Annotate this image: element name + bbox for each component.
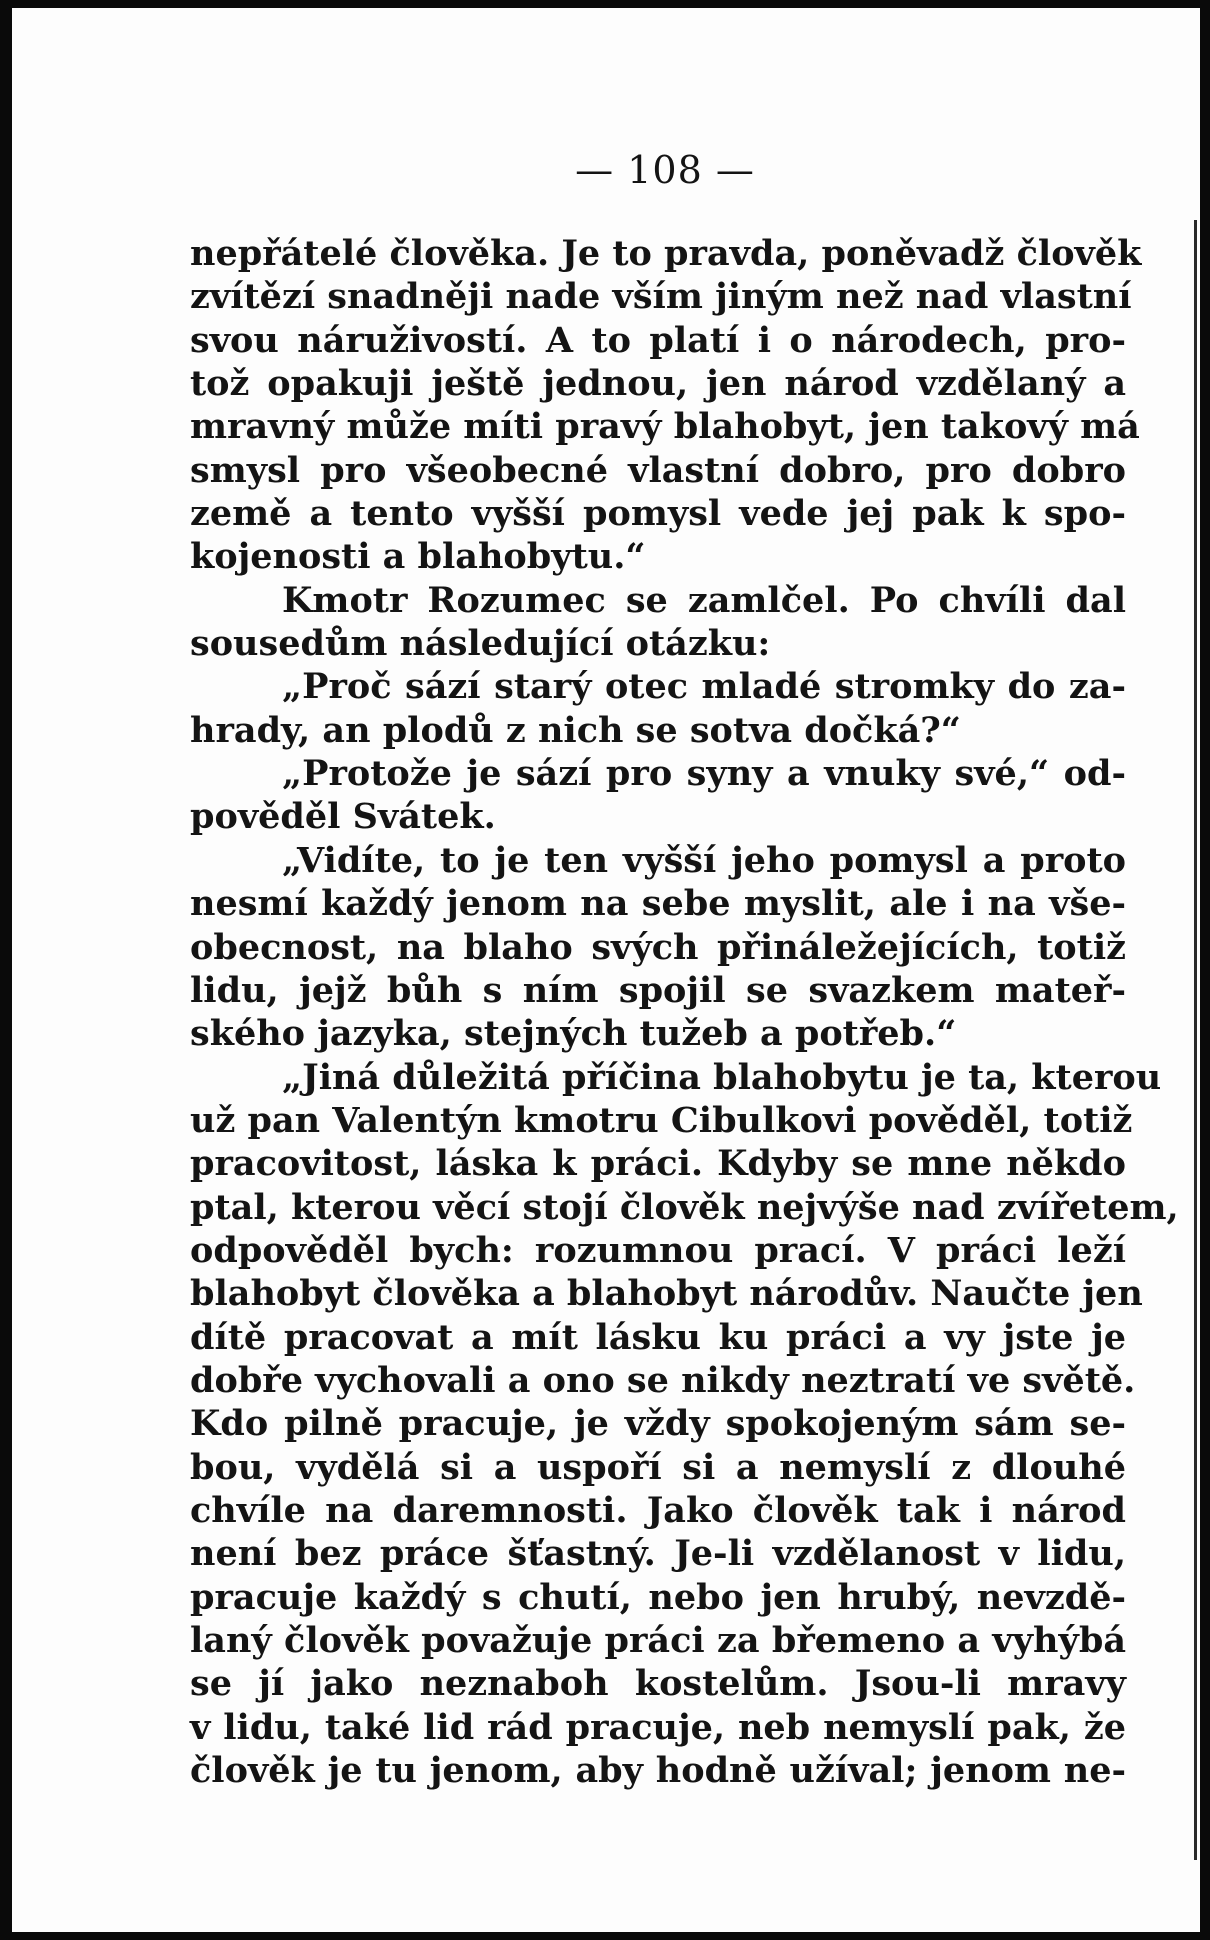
body-text [190, 232, 1179, 1792]
text-line: dobře vychovali a ono se nikdy neztratí ve světě. [190, 1359, 1136, 1401]
text-line: Kdo pilně pracuje, je vždy spokojeným sám se- [190, 1403, 1126, 1445]
text-line: „Proč sází starý otec mladé stromky do za- [282, 666, 1126, 708]
text-line: laný člověk považuje práci za břemeno a vyhýbá [190, 1620, 1126, 1661]
text-line: „Jiná důležitá příčina blahobytu je ta, kterou [282, 1056, 1162, 1098]
text-line: ptal, kterou věcí stojí člověk nejvýše nad zvířetem, [190, 1186, 1179, 1228]
text-line: „Vidíte, to je ten vyšší jeho pomysl a proto [282, 839, 1126, 881]
text-line: odpověděl bych: rozumnou prací. V práci leží [190, 1229, 1126, 1271]
text-line: smysl pro všeobecné vlastní dobro, pro dobro [190, 449, 1126, 491]
text-line: pracovitost, láska k práci. Kdyby se mne někdo [190, 1143, 1126, 1185]
text-line: člověk je tu jenom, aby hodně užíval; jenom ne- [190, 1750, 1126, 1792]
text-line: nesmí každý jenom na sebe myslit, ale i na vše- [190, 883, 1126, 925]
text-line: „Protože je sází pro syny a vnuky své,“ od- [282, 753, 1126, 795]
page-edge-rule [1194, 220, 1197, 1860]
scan-border-right [1200, 0, 1210, 1940]
text-line: už pan Valentýn kmotru Cibulkovi pověděl, totiž [190, 1099, 1133, 1141]
text-line: dítě pracovat a mít lásku ku práci a vy jste je [190, 1316, 1126, 1358]
text-line: země a tento vyšší pomysl vede jej pak k spo- [190, 493, 1126, 535]
scan-border-left [0, 0, 12, 1940]
scan-border-top [0, 0, 1210, 8]
text-line: chvíle na daremnosti. Jako člověk tak i národ [190, 1489, 1126, 1531]
page-number: — 108 — [575, 148, 755, 192]
text-line: Kmotr Rozumec se zamlčel. Po chvíli dal [282, 579, 1126, 621]
text-line: v lidu, také lid rád pracuje, neb nemyslí pak, že [190, 1706, 1126, 1748]
text-line: pověděl Svátek. [190, 796, 496, 838]
text-line: tož opakuji ještě jednou, jen národ vzdělaný a [190, 363, 1126, 405]
text-line: hrady, an plodů z nich se sotva dočká?“ [190, 709, 961, 751]
text-line: obecnost, na blaho svých přináležejících, totiž [190, 926, 1126, 968]
text-line: zvítězí snadněji nade vším jiným než nad vlastní [190, 276, 1132, 318]
text-line: sousedům následující otázku: [190, 623, 771, 665]
text-line: kojenosti a blahobytu.“ [190, 536, 646, 578]
text-line: svou náruživostí. A to platí i o národech, pro- [190, 319, 1126, 361]
text-line: lidu, jejž bůh s ním spojil se svazkem mateř- [190, 969, 1126, 1011]
text-line: ského jazyka, stejných tužeb a potřeb.“ [190, 1013, 957, 1055]
text-line: bou, vydělá si a uspoří si a nemyslí z dlouhé [190, 1446, 1126, 1488]
text-line: pracuje každý s chutí, nebo jen hrubý, nevzdě- [190, 1576, 1126, 1618]
text-line: nepřátelé člověka. Je to pravda, poněvadž člověk [190, 233, 1142, 274]
text-line: se jí jako neznaboh kostelům. Jsou-li mravy [190, 1663, 1126, 1705]
text-line: blahobyt člověka a blahobyt národův. Naučte jen [190, 1273, 1143, 1315]
text-line: mravný může míti pravý blahobyt, jen takový má [190, 406, 1140, 448]
text-line: není bez práce šťastný. Je-li vzdělanost v lidu, [190, 1533, 1126, 1575]
scan-border-bottom [0, 1932, 1210, 1940]
